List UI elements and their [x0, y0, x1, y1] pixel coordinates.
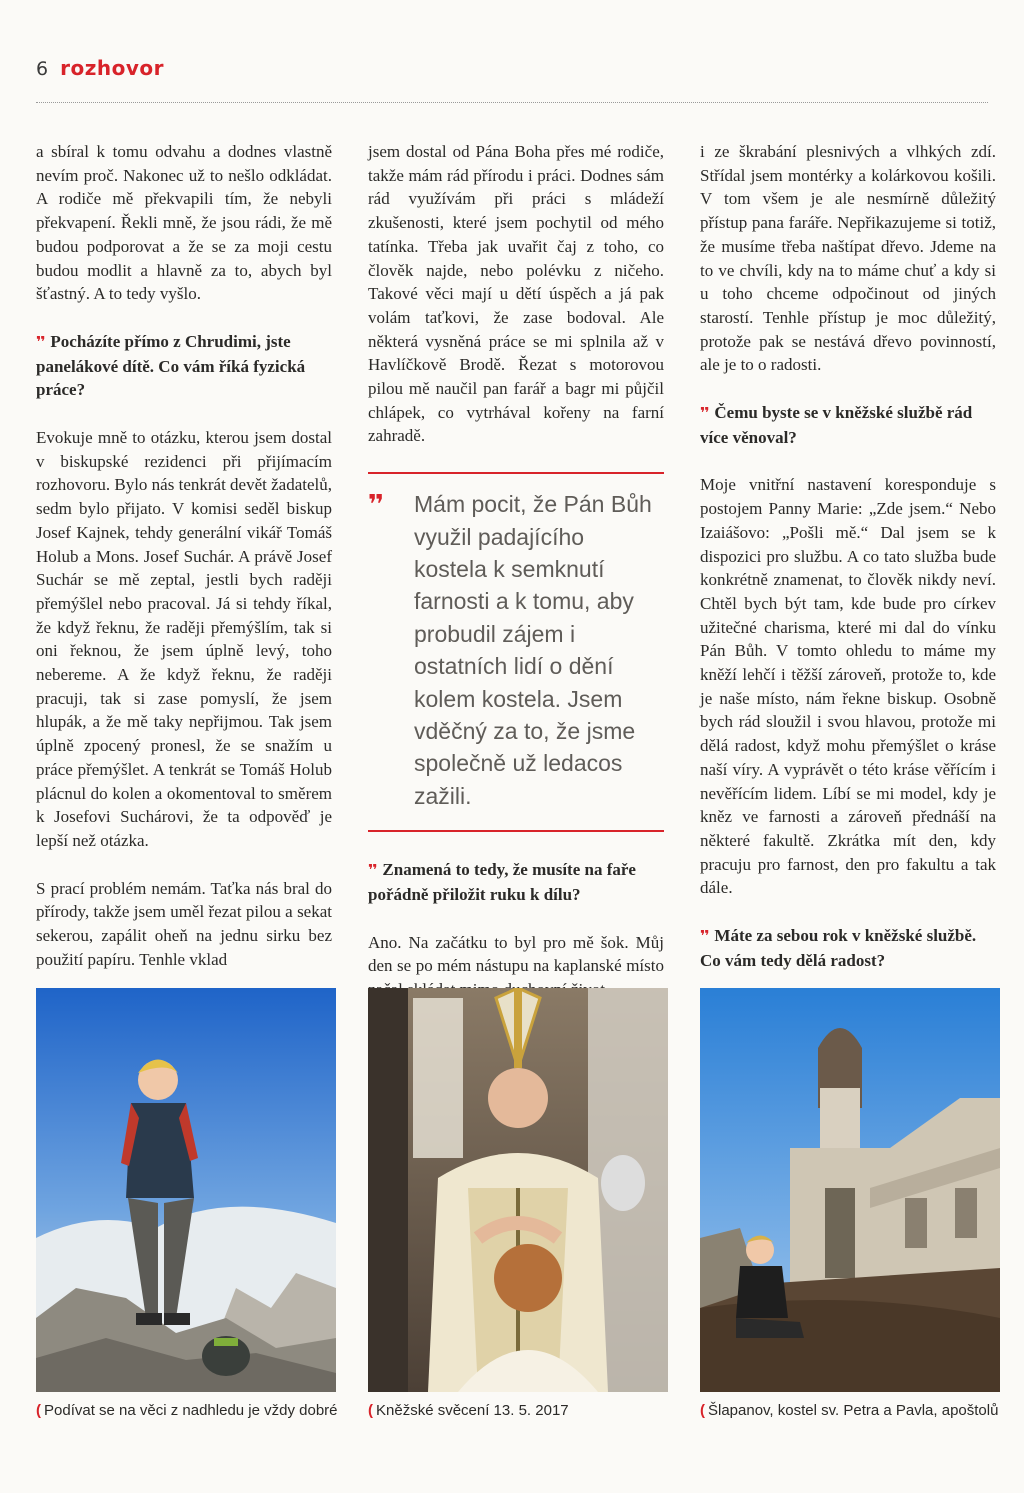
question-text: Pocházíte přímo z Chrudimi, jste panelákové dítě. Co vám říká fyzická práce? — [36, 331, 306, 400]
caption-mark-icon: ( — [36, 1402, 41, 1419]
question-text: Máte za sebou rok v kněžské službě. Co vám tedy dělá radost? — [700, 926, 977, 970]
interview-question — [36, 330, 332, 402]
paragraph: jsem dostal od Pána Boha přes mé rodiče, takže mám rád přírodu i práci. Dodnes sám rád využívám při práci s mládeží zkušenosti, které jsem pochytil od mého tatínka. Třeba jak uvařit čaj z toho, co člověk najde, nebo polévku z ničeho. Takové věci mají u dětí úspěch a já pak volám taťkovi, že zase bodoval. Ale některá vysněná práce se mi splnila až v Havlíčkově Brodě. Řezat s motorovou pilou mě naučil pan farář a bagr mi půjčil chlápek, co vytrhával kořeny na farní zahradě. — [368, 142, 664, 446]
paragraph: Ano. Na začátku to byl pro mě šok. Můj den se po mém nástupu na kaplanské místo — [368, 932, 664, 976]
paragraph: S prací problém nemám. Taťka nás bral do přírody, takže jsem uměl řezat pilou a sekat sekerou, zapálit oheň na jednu sirku bez použití papíru. Tenhle vklad — [36, 878, 332, 969]
quote-mark-icon: ❜❜ — [700, 404, 709, 423]
caption-mark-icon: ( — [700, 1402, 705, 1419]
caption-text: Kněžské svěcení 13. 5. 2017 — [376, 1402, 569, 1419]
page-header — [36, 56, 164, 86]
paragraph: i ze škrabání plesnivých a vlhkých zdí. Střídal jsem montérky a kolárkovou košili. V tom všem je ale nesmírně důležitý přístup pana faráře. Nepřikazujeme si totiž, že musíme třeba naštípat dřevo. Jdeme na to ve chvíli, kdy na to máme chuť a kdy si u toho chceme odpočinout od jiných starostí. Tenhle přístup je moc důležitý, protože pak se nestává dřevo povinností, ale je to o radosti. — [700, 142, 996, 375]
text-column-2 — [368, 140, 664, 1026]
caption-text: Podívat se na věci z nadhledu je vždy dobré — [44, 1402, 338, 1419]
quote-mark-icon: ❜❜ — [36, 332, 45, 351]
interview-question — [700, 401, 996, 449]
quote-mark-icon: ❜❜ — [368, 490, 383, 521]
paragraph: Moje vnitřní nastavení koresponduje s postojem Panny Marie: „Zde jsem.“ Nebo Izaiášovo: „Pošli mě.“ Dal jsem se k dispozici pro službu. A co tato služba bude konkrétně znamenat, to člověk nikdy neví. Chtěl bych být tam, kde bude pro církev užitečné charisma, které mi dal do vínku Pán Bůh. V tomto ohledu to máme my kněží lehčí i těžší zároveň, protože to, kde je naše místo, nám řekne biskup. Osobně bych rád sloužil i svou hlavou, protože mi dělá radost, když mohu přemýšlet o kráse naší víry. A vyprávět o této kráse věřícím i nevěřícím lidem. Líbí se mi model, kdy je kněz ve farnosti a zároveň přednáší na některé fakultě. Zkrátka mít den, kdy pracuju pro farnost, den pro fakultu a tak dále. — [700, 475, 996, 898]
question-text: Znamená to tedy, že musíte na faře pořádně přiložit ruku k dílu? — [368, 860, 636, 904]
pull-quote — [368, 472, 664, 832]
photo-caption — [36, 1402, 356, 1419]
section-title: rozhovor — [60, 56, 164, 80]
photo-caption — [368, 1402, 688, 1419]
interview-question — [700, 924, 996, 972]
caption-mark-icon: ( — [368, 1402, 373, 1419]
interview-question — [368, 858, 664, 906]
text-column-3 — [700, 140, 996, 997]
photo-caption — [700, 1402, 1020, 1419]
paragraph: Evokuje mně to otázku, kterou jsem dostal v biskupské rezidenci při přijímacím rozhovoru. Bylo nás tenkrát devět žadatelů, sedm bylo přijato. V komisi seděl biskup Josef Kajnek, tehdy generální vikář Tomáš Holub a Mons. Josef Suchár. A právě Josef Suchár se mě zeptal, jestli bych raději přemýšlel nebo pracoval. Já si tehdy říkal, že když řeknu, že raději přemýšlím, tak si oni řeknou, že jsem úplně levý, toho nebereme. A že když řeknu, že raději pracuji, tak si zase pomyslí, že jsem hlupák, a že mě taky nepřijmou. Tak jsem úplně zpocený pronesl, že se snažím u práce přemýšlet. A tenkrát se Tomáš Holub plácnul do kolen a okomentoval to směrem k Josefovi Suchárovi, že ta odpověď je lepší než otázka. — [36, 428, 332, 850]
paragraph: a sbíral k tomu odvahu a dodnes vlastně nevím proč. Nakonec už to nešlo odkládat. A rodiče mě překvapili tím, že nebyli překvapení. Řekli mně, že jsou rádi, že mě budou podporovat a že se za moji cestu budou modlit a hlavně za to, abych byl šťastný. A to tedy vyšlo. — [36, 142, 332, 304]
quote-mark-icon: ❜❜ — [700, 927, 709, 946]
header-divider — [36, 102, 988, 103]
page-number: 6 — [36, 58, 49, 80]
photo-ordination — [368, 988, 668, 1392]
text-column-1 — [36, 140, 332, 996]
question-text: Čemu byste se v kněžské službě rád více věnoval? — [700, 403, 973, 447]
caption-text: Šlapanov, kostel sv. Petra a Pavla, apoštolů — [708, 1402, 999, 1419]
pull-quote-text: Mám pocit, že Pán Bůh využil padajícího kostela k semknutí farnosti a k tomu, aby probudil zájem i ostatních lidí o dění kolem kostela. Jsem vděčný za to, že jsme společně už ledacos zažili. — [414, 491, 652, 809]
photo-hiker-on-mountain — [36, 988, 336, 1392]
photo-church — [700, 988, 1000, 1392]
quote-mark-icon: ❜❜ — [368, 861, 377, 880]
